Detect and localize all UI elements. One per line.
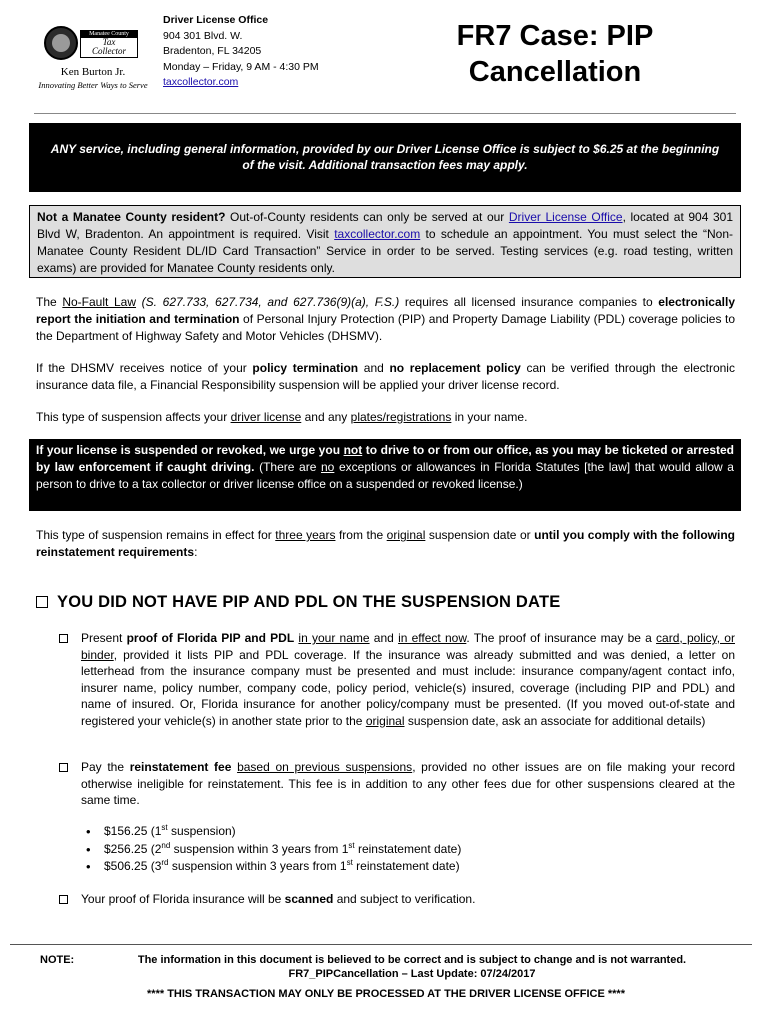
resident-question: Not a Manatee County resident? [37, 210, 226, 224]
p2-text-b: and [358, 361, 390, 375]
fee-ordinal: st [161, 823, 168, 832]
office-title: Driver License Office [163, 14, 269, 26]
header-divider [34, 113, 736, 114]
document-title [400, 18, 710, 90]
original-term: original [386, 528, 426, 542]
item1-text-a: Present [81, 631, 127, 645]
driver-license-office-link[interactable]: Driver License Office [508, 210, 623, 224]
item3-text-b: and subject to verification. [333, 892, 476, 906]
logo-county: Manatee County [80, 30, 138, 38]
office-address-line2: Bradenton, FL 34205 [163, 45, 262, 57]
page-header [0, 0, 770, 112]
fee-description: suspension within 3 years from 1 [170, 841, 349, 856]
non-resident-notice [29, 205, 741, 278]
resident-text-1: Out-of-County residents can only be served at our [225, 210, 509, 224]
note-text: The information in this document is believed to be correct and is subject to change and is not warranted. [137, 954, 687, 966]
reinstatement-fee-term: reinstatement fee [129, 760, 232, 774]
section-checkbox-icon [36, 596, 48, 608]
service-fee-banner: ANY service, including general information, provided by our Driver License Office is subject to $6.25 at the beginning of the visit. Additional transaction fees may apply. [29, 123, 741, 192]
logo-collector: Collector [92, 46, 126, 56]
warn-text-b: to drive to or from our office, as you may be ticketed or arrested by law enforcement if caught driving. [36, 443, 734, 474]
p2-text-a: If the DHSMV receives notice of your [36, 361, 253, 375]
fee-amount: $256.25 (2 [104, 841, 162, 856]
document-title-line1: FR7 Case: PIP [456, 20, 654, 52]
three-years-term: three years [275, 528, 336, 542]
item1-text-c: and [369, 631, 399, 645]
fee-amount: $156.25 (1 [104, 824, 162, 838]
item3-text-a: Your proof of Florida insurance will be [81, 892, 285, 906]
p3-text-a: This type of suspension affects your [36, 410, 231, 424]
section-title: YOU DID NOT HAVE PIP AND PDL ON THE SUSPENSION DATE [57, 593, 561, 611]
reinstatement-requirements-term: until you comply with the following reinstatement requirements [36, 528, 735, 559]
requirement-proof-of-insurance [59, 630, 735, 729]
fee-amount: $506.25 (3 [104, 859, 162, 873]
p1-text-b: requires all licensed insurance companies to [399, 295, 659, 309]
note-label: NOTE: [40, 954, 75, 966]
item1-text-d: . The proof of insurance may be a [466, 631, 657, 645]
plates-term: plates/registrations [350, 410, 452, 424]
office-info [163, 13, 319, 91]
tax-collector-logo [34, 22, 152, 94]
item1-text-f: suspension date, ask an associate for additional details) [404, 713, 706, 728]
fee-ordinal: nd [161, 840, 171, 850]
p3-text-b: and any [301, 410, 351, 424]
fee-item [86, 823, 461, 841]
requirement-reinstatement-fee [59, 759, 735, 809]
county-seal-icon [44, 26, 78, 60]
fee-ordinal: rd [161, 858, 169, 867]
taxcollector-link[interactable]: taxcollector.com [334, 227, 421, 241]
logo-tagline: Innovating Better Ways to Serve [38, 80, 148, 90]
suspension-scope-paragraph [36, 409, 735, 426]
p1-text-a: The [36, 295, 63, 309]
warn-not: not [343, 443, 363, 457]
footer-divider [10, 944, 752, 945]
office-only-notice: **** THIS TRANSACTION MAY ONLY BE PROCESSED AT THE DRIVER LICENSE OFFICE **** [147, 988, 625, 1000]
checkbox-icon [59, 895, 68, 904]
p4-text-d: : [194, 545, 198, 559]
office-address-line1: 904 301 Blvd. W. [163, 29, 243, 42]
dhsmv-notice-paragraph [36, 360, 735, 394]
fee-description: suspension) [167, 824, 236, 838]
card-policy-binder-term: card, policy, or binder [81, 631, 735, 662]
previous-suspensions-term: based on previous suspensions [237, 760, 413, 774]
in-effect-now-term: in effect now [398, 631, 467, 645]
section-heading [36, 593, 560, 612]
requirement-scanned-proof [59, 891, 735, 908]
office-website-link[interactable]: taxcollector.com [163, 76, 239, 88]
item1-emphasis: proof of Florida PIP and PDL [126, 631, 295, 645]
fee-description-2: reinstatement date) [354, 841, 462, 856]
p1-text-c: of Personal Injury Protection (PIP) and Property Damage Liability (PDL) coverage policies to the Department of Highway Safety and Motor Vehicles (DHSMV). [36, 312, 735, 343]
warn-no: no [321, 460, 335, 474]
item2-text-a: Pay the [81, 760, 130, 774]
resident-text-3: to schedule an appointment. You must select the “Non-Manatee County Resident DL/ID Card Transaction” Service in order to be served. Testing services (e.g. road testing, written exams) are provided for Manatee County residents only. [37, 227, 733, 275]
p4-text-c: suspension date or [425, 528, 535, 542]
item1-text-e: , provided it lists PIP and PDL coverage. If the insurance was already submitted and was denied, a letter on letterhead from the insurance company must be presented and must include: insurance company/agent contact info, insurer name, policy number, company code, policy period, vehicle(s) insured, coverage (including PIP and PDL) and name of insured. Or, Florida insurance for another policy/company must be presented. (If you moved out-of-state and registered your vehicle(s) in another state prior to the [81, 647, 735, 728]
no-fault-law-paragraph [36, 294, 735, 345]
fee-item [86, 858, 461, 876]
p3-text-c: in your name. [451, 410, 528, 424]
resident-text-2: , located at 904 301 Blvd W, Bradenton. An appointment is required. Visit [37, 210, 734, 241]
p1-emphasis: electronically report the initiation and termination [36, 295, 735, 326]
fee-ordinal-2: st [348, 840, 355, 850]
statute-reference: (S. 627.733, 627.734, and 627.736(9)(a), F.S.) [136, 295, 400, 309]
driving-warning-box [29, 439, 741, 511]
checkbox-icon [59, 634, 68, 643]
warn-text-d: exceptions or allowances in Florida Statutes [the law] that would allow a person to drive to a tax collector or driver license office on a suspended or revoked license.) [36, 460, 734, 491]
p4-text-a: This type of suspension remains in effect for [36, 528, 276, 542]
scanned-term: scanned [284, 892, 334, 906]
item2-text-c: , provided no other issues are on file making your record otherwise ineligible for reinstatement. This fee is in addition to any other fees due for other suspensions cleared at the same time. [81, 760, 735, 807]
no-fault-law-term: No-Fault Law [62, 295, 137, 309]
warn-text-a: If your license is suspended or revoked, we urge you [36, 443, 344, 457]
fee-description: suspension within 3 years from 1 [168, 859, 347, 873]
fee-item [86, 841, 461, 859]
fee-list [86, 823, 461, 876]
document-title-line2: Cancellation [468, 56, 642, 88]
in-your-name-term: in your name [298, 631, 370, 645]
no-replacement-term: no replacement policy [389, 361, 521, 375]
document-revision: FR7_PIPCancellation – Last Update: 07/24/2017 [288, 968, 536, 980]
logo-tax: Tax [102, 37, 116, 47]
fee-ordinal-2: st [346, 858, 353, 867]
logo-name: Ken Burton Jr. [60, 66, 126, 78]
fee-description-2: reinstatement date) [352, 859, 460, 873]
p2-text-c: can be verified through the electronic insurance data file, a Financial Responsibility suspension will be applied your driver license record. [36, 361, 735, 392]
policy-termination-term: policy termination [252, 361, 359, 375]
office-hours: Monday – Friday, 9 AM - 4:30 PM [163, 60, 319, 73]
checkbox-icon [59, 763, 68, 772]
p4-text-b: from the [335, 528, 387, 542]
warn-text-c: (There are [254, 460, 321, 474]
item1-original-term: original [365, 713, 405, 728]
driver-license-term: driver license [230, 410, 302, 424]
suspension-duration-paragraph [36, 527, 735, 561]
